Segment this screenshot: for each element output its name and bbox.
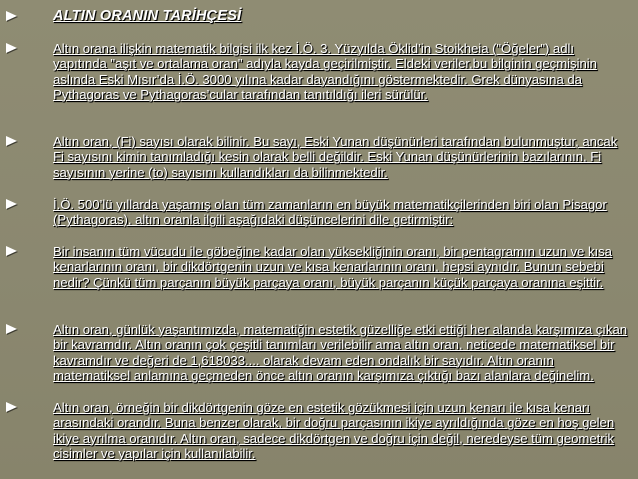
arrow-bullet-icon — [6, 324, 17, 334]
arrow-bullet-icon — [6, 136, 17, 146]
arrow-bullet-icon — [6, 246, 17, 256]
bullet-text: Bir insanın tüm vücudu ile göbeğine kadar olan yüksekliğinin oranı, bir pentagramın uzun ve kısa kenarlarının oranı, bir dikdörtgenin uzun ve kısa kenarlarının oranı, hepsi aynıdır. Bunun sebebi nedir? Çünkü tüm parçanın büyük parçaya oranı, büyük parçanın küçük parçaya oranına eşittir. — [53, 244, 612, 290]
bullet-text: Altın orana ilişkin matematik bilgisi ilk kez İ.Ö. 3. Yüzyılda Öklid’in Stoikheia ("Öğeler") adlı yapıtında "aşıt ve ortalama oran" adıyla kayda geçirilmiştir. Eldeki veriler,bu bilginin geçmişinin aslında Eski Mısır’da İ.Ö. 3000 yılına kadar dayandığını göstermektedir. Grek dünyasına da Pythagoras ve Pythagoras’cular tarafından tanıtıldığı ileri sürülür. — [53, 41, 597, 103]
bullet-text: Altın oran, (Fi) sayısı olarak bilinir. Bu sayı, Eski Yunan düşünürleri tarafından bulunmuştur, ancak Fi sayısını kimin tanımladığı kesin olarak belli değildir. Eski Yunan düşünürlerinin bazılarının, Fi sayısının yerine (to) sayısını kullandıkları da bilinmektedir. — [53, 134, 618, 180]
arrow-bullet-icon — [6, 43, 17, 53]
bullet-text: Altın oran, örneğin bir dikdörtgenin göze en estetik gözükmesi için uzun kenarı ile kısa kenarı arasındaki orandır. Buna benzer olarak, bir doğru parçasının ikiye ayrıldığında göze en hoş gelen ikiye ayrılma oranıdır. Altın oran, sadece dikdörtgen ve doğru için değil, neredeyse tüm geometrik cisimler ve yapılar için kullanılabilir. — [53, 400, 615, 462]
slide-title: ALTIN ORANIN TARİHÇESİ — [53, 8, 242, 24]
arrow-bullet-icon — [6, 402, 17, 412]
arrow-bullet-icon — [6, 199, 17, 209]
bullet-text: Altın oran, günlük yaşantımızda, matematiğin estetik güzelliğe etki ettiği her alanda karşımıza çıkan bir kavramdır. Altın oranın çok çeşitli tanımları verilebilir ama altın oran, neticede matematiksel bir kavramdır ve değeri de 1,618033.... olarak devam eden ondalık bir sayıdır. Altın oranın matematiksel anlamına geçmeden önce altın oranın karşımıza çıktığı bazı alanlara değinelim. — [53, 322, 628, 384]
bullet-text: İ.Ö. 500’lü yıllarda yaşamış olan tüm zamanların en büyük matematikçilerinden biri olan Pisagor (Pythagoras), altın oranla ilgili aşağıdaki düşüncelerini dile getirmiştir: — [53, 197, 607, 228]
arrow-bullet-icon — [6, 11, 17, 21]
